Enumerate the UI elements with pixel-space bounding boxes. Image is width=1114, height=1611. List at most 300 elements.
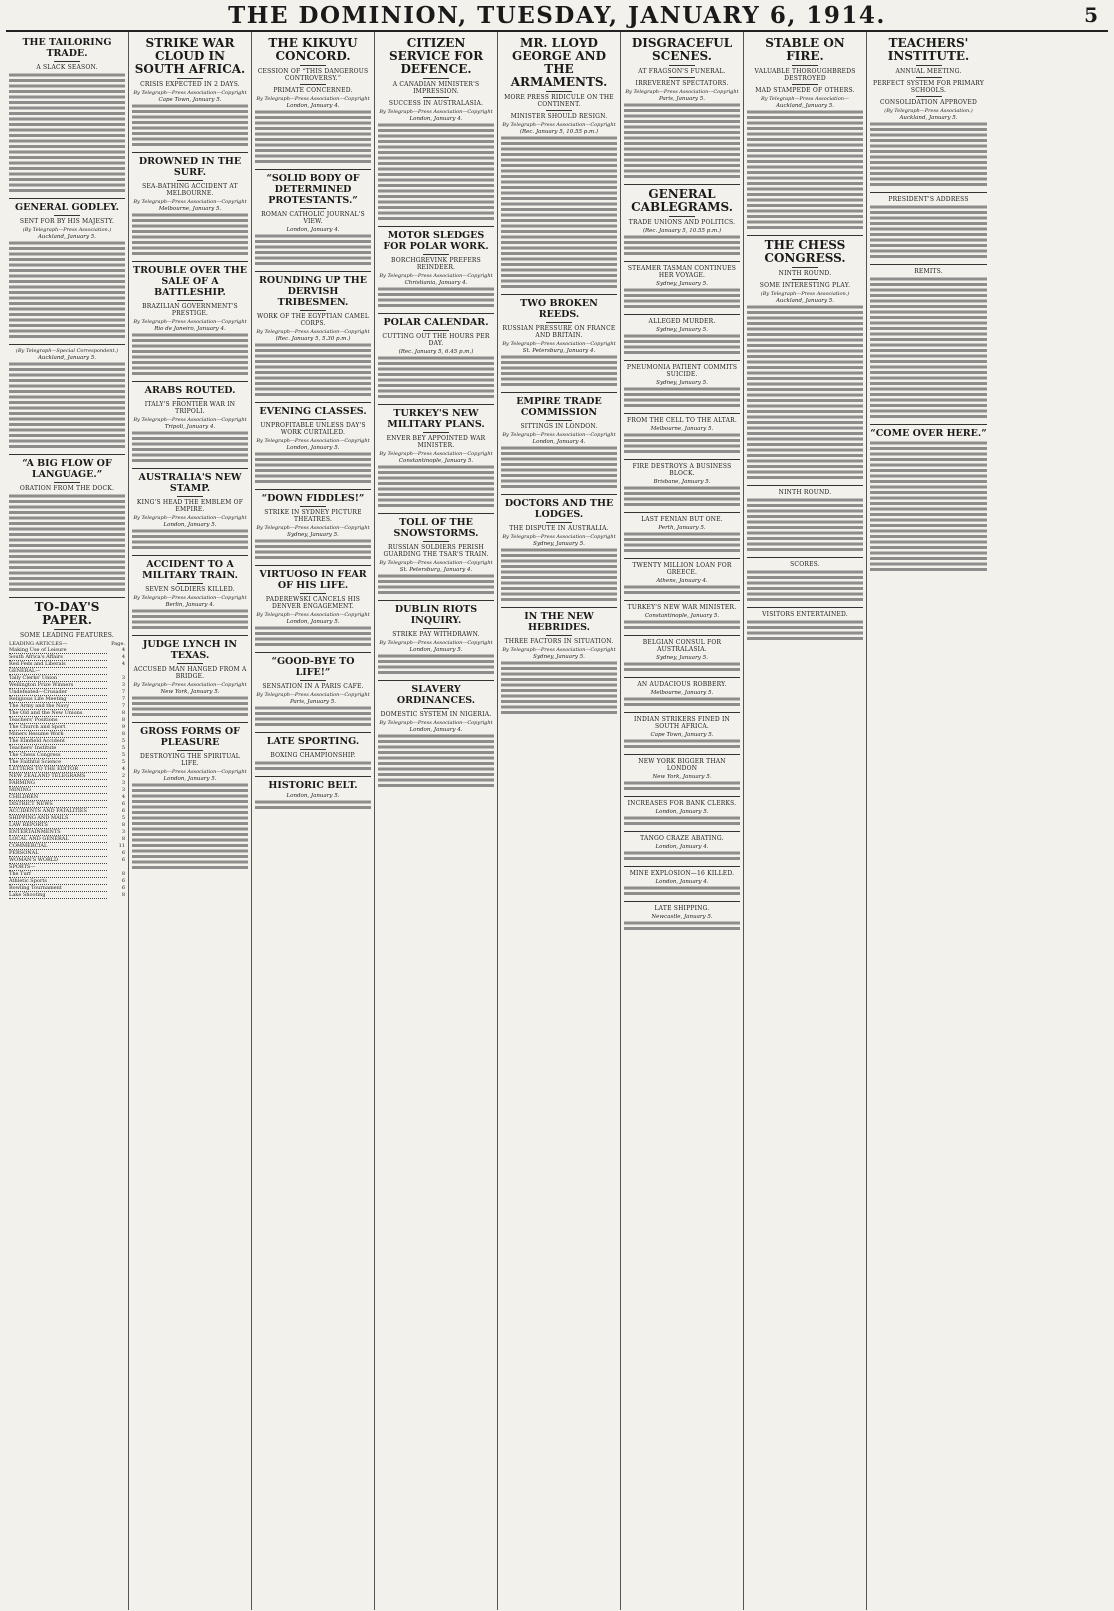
headline: “DOWN FIDDLES!” (261, 493, 365, 504)
dateline: Auckland, January 5. (899, 115, 958, 121)
column-rule (132, 381, 248, 382)
headline: “COME OVER HERE.” (870, 428, 987, 439)
short-rule (300, 749, 326, 750)
index-page: 8 (121, 717, 125, 723)
column-rule (624, 754, 740, 755)
short-rule (423, 432, 449, 433)
subheading: CESSION OF “THIS DANGEROUS CONTROVERSY.” (257, 68, 369, 82)
index-item: LAW REPORTS (9, 822, 107, 829)
index-page: 5 (121, 745, 125, 751)
column-rule (870, 192, 987, 193)
article-body-text (501, 136, 617, 290)
subheading: A SLACK SEASON. (36, 64, 98, 71)
column-rule (255, 169, 371, 170)
dateline: Auckland, January 5. (775, 298, 835, 304)
index-page: 8 (121, 871, 125, 877)
column-rule (132, 261, 248, 262)
index-page: 8 (121, 836, 125, 842)
index-row (9, 766, 125, 773)
article-body-text (9, 73, 125, 194)
subheading: PADEREWSKI CANCELS HIS DENVER ENGAGEMENT. (265, 596, 361, 610)
dateline: Auckland, January 5. (37, 355, 97, 361)
dateline: Sydney, January 5. (656, 327, 708, 333)
index-page: 5 (121, 759, 125, 765)
dateline: Christiania, January 4. (404, 280, 468, 286)
short-rule (177, 496, 203, 497)
column-rule (378, 404, 494, 405)
index-item: DISTRICT NEWS (9, 801, 107, 808)
headline: MR. LLOYD GEORGE AND THE ARMAMENTS. (510, 36, 608, 89)
dateline: London, January 5. (163, 776, 217, 782)
subheading: VISITORS ENTERTAINED. (762, 611, 848, 618)
article-body-text (255, 234, 371, 267)
index-item: Tally Clerks' Union (9, 675, 107, 682)
column-rule (132, 468, 248, 469)
subheading: SOME INTERESTING PLAY. (759, 282, 851, 289)
features-index (9, 641, 125, 899)
byline: By Telegraph—Press Association—Copyright (379, 640, 493, 646)
short-rule (792, 84, 818, 85)
short-rule (300, 419, 326, 420)
headline: TWO BROKEN REEDS. (520, 298, 598, 320)
masthead-title: THE DOMINION, TUESDAY, JANUARY 6, 1914. (228, 1, 886, 29)
index-row (9, 864, 125, 871)
article-body-text (378, 465, 494, 509)
article (132, 37, 248, 148)
article (132, 261, 248, 377)
column-rule (624, 677, 740, 678)
byline: By Telegraph—Press Association—Copyright (379, 451, 493, 457)
column-rule (132, 555, 248, 556)
index-row (9, 878, 125, 885)
subheading: FROM THE CELL TO THE ALTAR. (626, 417, 738, 424)
index-row (9, 773, 125, 780)
article-body-text (378, 356, 494, 400)
article (747, 485, 863, 553)
article (624, 360, 740, 409)
headline: STRIKE WAR CLOUD IN SOUTH AFRICA. (134, 36, 246, 76)
article (624, 866, 740, 897)
headline: GROSS FORMS OF PLEASURE (140, 726, 240, 748)
article (747, 557, 863, 603)
index-row (9, 843, 125, 850)
article-body-text (501, 661, 617, 716)
dateline: Constantinople, January 5. (398, 458, 474, 464)
column-rule (132, 722, 248, 723)
short-rule (177, 300, 203, 301)
index-page: 3 (121, 829, 125, 835)
short-rule (669, 65, 695, 66)
index-page: 9 (121, 724, 125, 730)
index-item: Religious Life Meeting (9, 696, 107, 703)
byline: By Telegraph—Press Association—Copyright (379, 720, 493, 726)
subheading: STEAMER TASMAN CONTINUES HER VOYAGE. (627, 265, 737, 279)
subheading: INDIAN STRIKERS FINED IN SOUTH AFRICA. (634, 716, 730, 730)
subheading: ANNUAL MEETING. (895, 68, 962, 75)
column-rule (255, 732, 371, 733)
dateline: Cape Town, January 5. (650, 732, 714, 738)
short-rule (792, 65, 818, 66)
article (870, 192, 987, 260)
article-body-text (624, 387, 740, 409)
byline: By Telegraph—Press Association—Copyright (379, 109, 493, 115)
index-page: 6 (121, 878, 125, 884)
index-page: 4 (121, 794, 125, 800)
short-rule (423, 628, 449, 629)
index-item: SHIPPING AND MAILS (9, 815, 107, 822)
byline: By Telegraph—Press Association—Copyright (133, 595, 247, 601)
short-rule (300, 84, 326, 85)
dateline: London, January 4. (532, 439, 586, 445)
article-body-text (624, 433, 740, 455)
article-body-text (255, 706, 371, 728)
index-heading: LEADING ARTICLES— (9, 641, 68, 647)
headline: THE KIKUYU CONCORD. (268, 36, 358, 63)
index-page: 7 (121, 703, 125, 709)
article-body-text (501, 548, 617, 603)
byline: By Telegraph—Press Association—Copyright (502, 122, 616, 128)
dateline: Sydney, January 5. (287, 532, 339, 538)
index-item: ENTERTAINMENTS (9, 829, 107, 836)
short-rule (423, 330, 449, 331)
index-row (9, 836, 125, 843)
headline: DROWNED IN THE SURF. (138, 156, 242, 178)
dateline: (Rec. January 5, 5.30 p.m.) (275, 336, 351, 342)
dateline: (Rec. January 5, 10.55 p.m.) (519, 129, 599, 135)
article (255, 732, 371, 772)
headline: MOTOR SLEDGES FOR POLAR WORK. (383, 230, 489, 252)
subheading: TURKEY'S NEW WAR MINISTER. (627, 604, 737, 611)
index-page: 8 (121, 731, 125, 737)
dateline: Brisbane, January 5. (653, 479, 711, 485)
column-rule (747, 235, 863, 236)
dateline: (Rec. January 5, 10.55 p.m.) (642, 228, 722, 234)
column-rule (255, 565, 371, 566)
article (624, 831, 740, 862)
article (501, 392, 617, 490)
column-rule (378, 313, 494, 314)
column-rule (747, 607, 863, 608)
column-rule (624, 512, 740, 513)
headline: TO-DAY'S PAPER. (34, 600, 100, 627)
dateline: London, January 4. (409, 116, 463, 122)
article (255, 652, 371, 728)
column-rule (378, 226, 494, 227)
article (132, 722, 248, 871)
dateline: London, January 5. (655, 809, 709, 815)
index-row (9, 808, 125, 815)
subheading: PNEUMONIA PATIENT COMMITS SUICIDE. (626, 364, 738, 378)
article (747, 37, 863, 231)
article-body-text (132, 529, 248, 551)
column-rule (501, 392, 617, 393)
article (624, 600, 740, 631)
article-body-text (624, 532, 740, 554)
index-page: 5 (121, 815, 125, 821)
dateline: New York, January 5. (160, 689, 220, 695)
index-row (9, 717, 125, 724)
short-rule (423, 97, 449, 98)
subheading: LAST FENIAN BUT ONE. (641, 516, 723, 523)
index-row (9, 801, 125, 808)
dateline: Melbourne, January 5. (650, 690, 714, 696)
subheading: FIRE DESTROYS A BUSINESS BLOCK. (632, 463, 732, 477)
short-rule (177, 78, 203, 79)
subheading: SENT FOR BY HIS MAJESTY. (19, 218, 115, 225)
index-page: 4 (121, 661, 125, 667)
subheading: PRESIDENT'S ADDRESS (888, 196, 969, 203)
byline: By Telegraph—Press Association—Copyright (256, 438, 370, 444)
index-page: 6 (121, 885, 125, 891)
subheading: NEW YORK BIGGER THAN LONDON (638, 758, 726, 772)
byline: (By Telegraph—Press Association.) (884, 108, 973, 114)
dateline: Athens, January 4. (656, 578, 708, 584)
index-row (9, 759, 125, 766)
article (9, 344, 125, 450)
article-body-text (747, 498, 863, 553)
headline: ARABS ROUTED. (144, 385, 236, 396)
article-body-text (255, 761, 371, 772)
subheading: AN AUDACIOUS ROBBERY. (637, 681, 727, 688)
subheading: DESTROYING THE SPIRITUAL LIFE. (140, 753, 240, 767)
subheading: MORE PRESS RIDICULE ON THE CONTINENT. (504, 94, 614, 108)
article (624, 314, 740, 356)
short-rule (54, 482, 80, 483)
subheading: TANGO CRAZE ABATING. (640, 835, 724, 842)
article-body-text (378, 574, 494, 596)
byline: By Telegraph—Press Association—Copyright (256, 329, 370, 335)
byline: By Telegraph—Press Association—Copyright (502, 341, 616, 347)
short-rule (177, 398, 203, 399)
article (255, 169, 371, 267)
index-item: Athletic Sports (9, 878, 107, 885)
short-rule (54, 629, 80, 630)
headline: “GOOD-BYE TO LIFE!” (271, 656, 355, 678)
subheading: ORATION FROM THE DOCK. (19, 485, 115, 492)
index-row (9, 654, 125, 661)
article (132, 635, 248, 718)
subheading: CRISIS EXPECTED IN 2 DAYS. (140, 81, 240, 88)
article (255, 565, 371, 648)
headline: THE CHESS CONGRESS. (764, 238, 846, 265)
article-body-text (870, 205, 987, 260)
article (501, 607, 617, 716)
index-item: Teachers' Institute (9, 745, 107, 752)
index-item: LOCAL AND GENERAL (9, 836, 107, 843)
short-rule (546, 635, 572, 636)
dateline: Berlin, January 4. (165, 602, 215, 608)
column-rule (501, 494, 617, 495)
article-body-text (624, 103, 740, 180)
column-rule (132, 152, 248, 153)
index-page: 4 (121, 766, 125, 772)
column-rule (378, 680, 494, 681)
short-rule (300, 65, 326, 66)
headline: TEACHERS' INSTITUTE. (887, 36, 970, 63)
index-item: ACCIDENTS AND FATALITIES (9, 808, 107, 815)
index-item: WOMAN'S WORLD (9, 857, 107, 864)
byline: By Telegraph—Press Association—Copyright (502, 534, 616, 540)
byline: (By Telegraph—Special Correspondent.) (15, 348, 119, 354)
short-rule (54, 61, 80, 62)
subheading: ALLEGED MURDER. (648, 318, 716, 325)
column-rule (255, 776, 371, 777)
article (624, 459, 740, 508)
index-item: NEW ZEALAND TELEGRAMS (9, 773, 107, 780)
article-body-text (132, 213, 248, 257)
column-rule (9, 344, 125, 345)
subheading: SEVEN SOLDIERS KILLED. (145, 586, 235, 593)
column-rule (624, 866, 740, 867)
index-row (9, 696, 125, 703)
index-row (9, 780, 125, 787)
column-rule (624, 712, 740, 713)
headline: TURKEY'S NEW MILITARY PLANS. (387, 408, 485, 430)
column-rule (132, 635, 248, 636)
short-rule (792, 267, 818, 268)
short-rule (300, 593, 326, 594)
dateline: Auckland, January 5. (775, 103, 835, 109)
dateline: Melbourne, January 5. (158, 206, 222, 212)
dateline: Melbourne, January 5. (650, 426, 714, 432)
byline: By Telegraph—Press Association—Copyright (133, 682, 247, 688)
article-body-text (9, 362, 125, 450)
subheading: NINTH ROUND. (778, 489, 832, 496)
article-body-text (255, 800, 371, 811)
article-body-text (378, 734, 494, 789)
article (747, 235, 863, 481)
dateline: London, January 4. (286, 227, 340, 233)
short-rule (54, 215, 80, 216)
headline: “A BIG FLOW OF LANGUAGE.” (22, 458, 112, 480)
column-rule (624, 901, 740, 902)
masthead (6, 0, 1108, 32)
subheading: ACCUSED MAN HANGED FROM A BRIDGE. (133, 666, 247, 680)
article (624, 901, 740, 932)
dateline: Sydney, January 5. (533, 654, 585, 660)
index-page: 6 (121, 857, 125, 863)
column-rule (255, 402, 371, 403)
index-item: Miners Resume Work (9, 731, 107, 738)
subheading: ROMAN CATHOLIC JOURNAL'S VIEW. (261, 211, 365, 225)
column-rule (624, 184, 740, 185)
article-body-text (378, 654, 494, 676)
subheading: TWENTY MILLION LOAN FOR GREECE. (632, 562, 732, 576)
article (747, 607, 863, 642)
index-row (9, 710, 125, 717)
subheading: AT FRAGSON'S FUNERAL. (638, 68, 726, 75)
headline: DOCTORS AND THE LODGES. (504, 498, 614, 520)
short-rule (177, 583, 203, 584)
subheading: KING'S HEAD THE EMBLEM OF EMPIRE. (136, 499, 244, 513)
article-body-text (132, 333, 248, 377)
subheading: VALUABLE THOROUGHBREDS DESTROYED (754, 68, 856, 82)
headline: DISGRACEFUL SCENES. (631, 36, 733, 63)
article-body-text (9, 241, 125, 340)
article-body-text (624, 739, 740, 750)
subheading: CUTTING OUT THE HOURS PER DAY. (382, 333, 490, 347)
short-rule (423, 541, 449, 542)
short-rule (546, 322, 572, 323)
column-rule (501, 607, 617, 608)
dateline: Sydney, January 5. (656, 655, 708, 661)
article (378, 600, 494, 676)
subheading: THREE FACTORS IN SITUATION. (504, 638, 614, 645)
index-item: Lake Shooting (9, 892, 107, 899)
byline: By Telegraph—Press Association—Copyright (133, 319, 247, 325)
article-body-text (255, 539, 371, 561)
index-page: 4 (121, 654, 125, 660)
article-body-text (624, 334, 740, 356)
short-rule (177, 750, 203, 751)
index-item: FARMING (9, 780, 107, 787)
dateline: Sydney, January 5. (656, 380, 708, 386)
short-rule (916, 96, 942, 97)
article-body-text (624, 235, 740, 257)
column-rule (624, 558, 740, 559)
article-body-text (132, 783, 248, 871)
index-page: 5 (121, 752, 125, 758)
article (624, 413, 740, 455)
article-body-text (255, 452, 371, 485)
index-row (9, 815, 125, 822)
short-rule (177, 663, 203, 664)
index-item: SPORTS— (9, 864, 107, 871)
article (870, 37, 987, 188)
article (255, 776, 371, 811)
article (624, 261, 740, 310)
index-page: 3 (121, 682, 125, 688)
byline: By Telegraph—Press Association—Copyright (502, 647, 616, 653)
column-1 (6, 32, 129, 1610)
subheading: WORK OF THE EGYPTIAN CAMEL CORPS. (256, 313, 370, 327)
short-rule (546, 91, 572, 92)
dateline: London, January 4. (655, 844, 709, 850)
dateline: London, January 5. (286, 793, 340, 799)
headline: GENERAL CABLEGRAMS. (631, 187, 733, 214)
dateline: London, January 4. (286, 103, 340, 109)
subheading: BELGIAN CONSUL FOR AUSTRALASIA. (642, 639, 722, 653)
short-rule (669, 216, 695, 217)
article (378, 37, 494, 222)
article (624, 796, 740, 827)
column-rule (624, 314, 740, 315)
column-rule (624, 831, 740, 832)
column-8 (867, 32, 990, 1610)
article-body-text (624, 620, 740, 631)
column-4 (375, 32, 498, 1610)
article-body-text (747, 570, 863, 603)
index-item: LETTERS TO THE EDITOR (9, 766, 107, 773)
subheading: TRADE UNIONS AND POLITICS. (628, 219, 736, 226)
article-body-text (378, 287, 494, 309)
index-page: 8 (121, 822, 125, 828)
index-page: 6 (121, 850, 125, 856)
article (624, 558, 740, 596)
article (624, 184, 740, 257)
column-7 (744, 32, 867, 1610)
index-item: Making Use of Leisure (9, 647, 107, 654)
subheading: SUCCESS IN AUSTRALASIA. (388, 100, 484, 107)
article-body-text (378, 123, 494, 222)
article (624, 712, 740, 750)
column-rule (747, 485, 863, 486)
column-rule (624, 459, 740, 460)
article (255, 402, 371, 485)
column-rule (255, 489, 371, 490)
dateline: Tripoli, January 4. (164, 424, 216, 430)
article (624, 754, 740, 792)
